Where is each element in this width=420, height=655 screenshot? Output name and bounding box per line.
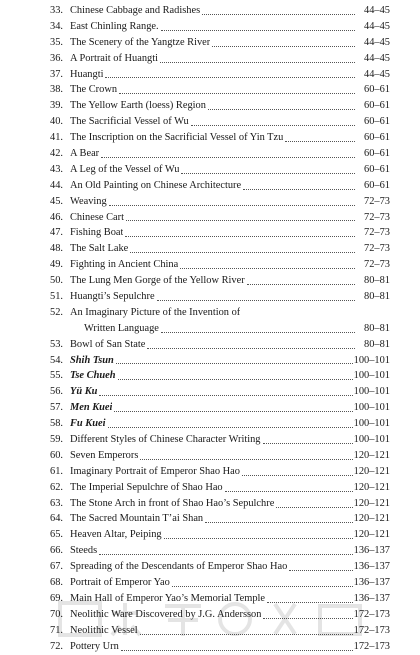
dot-leader xyxy=(247,283,355,285)
entry-title: A Portrait of Huangti xyxy=(70,52,159,64)
dot-leader xyxy=(172,585,353,587)
list-entry xyxy=(50,241,390,257)
list-entry xyxy=(50,162,390,178)
dot-leader xyxy=(121,649,353,651)
entry-pages: 172–173 xyxy=(353,624,390,636)
dot-leader xyxy=(180,267,355,269)
dot-leader xyxy=(140,633,353,635)
list-entry xyxy=(50,210,390,226)
entry-pages: 60–61 xyxy=(364,116,390,128)
list-entry xyxy=(50,432,390,448)
dot-leader xyxy=(181,172,355,174)
entry-pages: 100–101 xyxy=(353,402,390,414)
entry-title: Neolithic Vessel xyxy=(70,624,138,636)
list-entry xyxy=(50,559,390,575)
entry-title: Fighting in Ancient China xyxy=(70,259,179,271)
dot-leader xyxy=(205,521,353,523)
entry-number: 34. xyxy=(50,20,63,32)
entry-number: 70. xyxy=(50,608,63,620)
entry-title: Imaginary Portrait of Emperor Shao Hao xyxy=(70,465,240,477)
list-entry xyxy=(50,416,390,432)
entry-pages: 120–121 xyxy=(353,481,390,493)
list-entry xyxy=(50,67,390,83)
illustration-list xyxy=(50,3,390,655)
entry-pages: 100–101 xyxy=(353,434,390,446)
entry-number: 41. xyxy=(50,132,63,144)
entry-number: 49. xyxy=(50,259,63,271)
list-entry xyxy=(50,178,390,194)
dot-leader xyxy=(108,426,353,428)
entry-number: 55. xyxy=(50,370,63,382)
entry-title: Huangti xyxy=(70,68,104,80)
entry-number: 54. xyxy=(50,354,63,366)
entry-pages: 60–61 xyxy=(364,132,390,144)
list-entry xyxy=(50,368,390,384)
entry-title: Fu Kuei xyxy=(70,418,106,430)
entry-pages: 44–45 xyxy=(364,68,390,80)
entry-pages: 72–73 xyxy=(364,195,390,207)
list-entry xyxy=(50,543,390,559)
dot-leader xyxy=(99,553,352,555)
entry-pages: 44–45 xyxy=(364,52,390,64)
list-entry xyxy=(50,384,390,400)
dot-leader xyxy=(99,394,352,396)
entry-pages: 44–45 xyxy=(364,36,390,48)
entry-pages: 136–137 xyxy=(353,561,390,573)
dot-leader xyxy=(118,378,353,380)
dot-leader xyxy=(147,347,355,349)
list-entry xyxy=(50,337,390,353)
dot-leader xyxy=(130,251,355,253)
entry-pages: 72–73 xyxy=(364,211,390,223)
entry-pages: 100–101 xyxy=(353,418,390,430)
dot-leader xyxy=(119,92,355,94)
entry-title: The Sacrificial Vessel of Wu xyxy=(70,116,189,128)
entry-number: 46. xyxy=(50,211,63,223)
entry-number: 51. xyxy=(50,291,63,303)
dot-leader xyxy=(101,156,355,158)
list-entry xyxy=(50,464,390,480)
entry-title: Tse Chueh xyxy=(70,370,116,382)
entry-number: 38. xyxy=(50,84,63,96)
entry-title: The Imperial Sepulchre of Shao Hao xyxy=(70,481,223,493)
entry-title: Weaving xyxy=(70,195,107,207)
entry-pages: 136–137 xyxy=(353,577,390,589)
entry-pages: 72–73 xyxy=(364,259,390,271)
dot-leader xyxy=(164,537,353,539)
dot-leader xyxy=(289,569,352,571)
entry-number: 39. xyxy=(50,100,63,112)
entry-number: 47. xyxy=(50,227,63,239)
entry-number: 56. xyxy=(50,386,63,398)
entry-number: 45. xyxy=(50,195,63,207)
entry-title: Huangti’s Sepulchre xyxy=(70,291,155,303)
dot-leader xyxy=(126,219,355,221)
entry-pages: 60–61 xyxy=(364,84,390,96)
entry-number: 50. xyxy=(50,275,63,287)
dot-leader xyxy=(243,188,355,190)
entry-pages: 120–121 xyxy=(353,529,390,541)
entry-title: Men Kuei xyxy=(70,402,113,414)
dot-leader xyxy=(267,601,353,603)
entry-pages: 60–61 xyxy=(364,148,390,159)
entry-number: 42. xyxy=(50,148,63,159)
entry-number: 35. xyxy=(50,36,63,48)
list-entry xyxy=(50,98,390,114)
dot-leader xyxy=(285,140,355,142)
entry-title: Yü Ku xyxy=(70,386,98,398)
entry-number: 57. xyxy=(50,402,63,414)
list-entry xyxy=(50,591,390,607)
list-entry xyxy=(50,194,390,210)
entry-title: The Crown xyxy=(70,84,118,96)
list-entry xyxy=(50,3,390,19)
entry-number: 48. xyxy=(50,243,63,255)
entry-title: A Leg of the Vessel of Wu xyxy=(70,163,180,175)
dot-leader xyxy=(114,410,352,412)
entry-title: An Imaginary Picture of the Invention of xyxy=(70,306,241,318)
entry-pages: 60–61 xyxy=(364,100,390,112)
entry-pages: 120–121 xyxy=(353,513,390,525)
entry-number: 71. xyxy=(50,624,63,636)
list-entry xyxy=(50,257,390,273)
entry-title: The Inscription on the Sacrificial Vessel of Yin Tzu xyxy=(70,132,284,144)
entry-number: 72. xyxy=(50,640,63,652)
entry-title: Seven Emperors xyxy=(70,449,139,461)
entry-number: 66. xyxy=(50,545,63,557)
entry-number: 65. xyxy=(50,529,63,541)
dot-leader xyxy=(140,458,352,460)
entry-title: Neolithic Ware Discovered by J.G. Andersson xyxy=(70,608,262,620)
list-entry xyxy=(50,305,390,321)
entry-number: 37. xyxy=(50,68,63,80)
entry-pages: 120–121 xyxy=(353,449,390,461)
entry-pages: 60–61 xyxy=(364,163,390,175)
entry-title: The Stone Arch in front of Shao Hao’s Sepulchre xyxy=(70,497,275,509)
entry-pages: 72–73 xyxy=(364,243,390,255)
entry-title: Chinese Cart xyxy=(70,211,124,223)
entry-pages: 172–173 xyxy=(353,608,390,620)
entry-number: 69. xyxy=(50,592,63,604)
dot-leader xyxy=(125,235,355,237)
entry-title: Fishing Boat xyxy=(70,227,124,239)
entry-pages: 80–81 xyxy=(364,291,390,303)
dot-leader xyxy=(161,29,355,31)
entry-pages: 100–101 xyxy=(353,386,390,398)
entry-pages: 80–81 xyxy=(364,322,390,334)
entry-pages: 172–173 xyxy=(353,640,390,652)
entry-pages: 136–137 xyxy=(353,545,390,557)
entry-title: The Yellow Earth (loess) Region xyxy=(70,100,206,112)
dot-leader xyxy=(105,76,355,78)
entry-title: Written Language xyxy=(84,322,159,334)
dot-leader xyxy=(157,299,355,301)
dot-leader xyxy=(109,204,355,206)
entry-pages: 120–121 xyxy=(353,465,390,477)
list-entry xyxy=(50,448,390,464)
entry-title: The Salt Lake xyxy=(70,243,129,255)
dot-leader xyxy=(191,124,355,126)
entry-title: The Sacred Mountain T’ai Shan xyxy=(70,513,204,525)
entry-number: 44. xyxy=(50,179,63,191)
entry-title: Different Styles of Chinese Character Writing xyxy=(70,434,261,446)
entry-title: East Chinling Range. xyxy=(70,20,159,32)
entry-pages: 100–101 xyxy=(353,370,390,382)
list-entry xyxy=(50,35,390,51)
entry-number: 52. xyxy=(50,306,63,318)
entry-pages: 44–45 xyxy=(364,20,390,32)
entry-number: 60. xyxy=(50,449,63,461)
list-entry xyxy=(50,51,390,67)
entry-title: Heaven Altar, Peiping xyxy=(70,529,162,541)
entry-title: The Lung Men Gorge of the Yellow River xyxy=(70,275,245,287)
dot-leader xyxy=(208,108,355,110)
entry-title: Bowl of San State xyxy=(70,338,146,350)
list-entry xyxy=(50,623,390,639)
list-entry xyxy=(50,512,390,528)
entry-number: 63. xyxy=(50,497,63,509)
entry-number: 67. xyxy=(50,561,63,573)
list-entry xyxy=(50,480,390,496)
entry-pages: 136–137 xyxy=(353,592,390,604)
entry-title: A Bear xyxy=(70,148,100,159)
entry-number: 59. xyxy=(50,434,63,446)
dot-leader xyxy=(212,45,355,47)
dot-leader xyxy=(263,617,352,619)
entry-pages: 120–121 xyxy=(353,497,390,509)
entry-title: The Scenery of the Yangtze River xyxy=(70,36,211,48)
list-entry xyxy=(50,353,390,369)
entry-title: Spreading of the Descendants of Emperor Shao Hao xyxy=(70,561,288,573)
list-entry xyxy=(50,19,390,35)
entry-title: Portrait of Emperor Yao xyxy=(70,577,170,589)
entry-number: 53. xyxy=(50,338,63,350)
list-entry xyxy=(50,114,390,130)
entry-number: 64. xyxy=(50,513,63,525)
dot-leader xyxy=(225,490,353,492)
entry-title: An Old Painting on Chinese Architecture xyxy=(70,179,242,191)
list-entry xyxy=(50,575,390,591)
list-entry xyxy=(50,400,390,416)
entry-number: 62. xyxy=(50,481,63,493)
entry-pages: 100–101 xyxy=(353,354,390,366)
list-entry xyxy=(50,289,390,305)
list-entry xyxy=(50,321,390,337)
list-entry xyxy=(50,607,390,623)
list-entry xyxy=(50,527,390,543)
entry-title: Chinese Cabbage and Radishes xyxy=(70,4,201,16)
dot-leader xyxy=(160,61,355,63)
entry-title: Shih Tsun xyxy=(70,354,114,366)
entry-title: Steeds xyxy=(70,545,98,557)
entry-pages: 80–81 xyxy=(364,275,390,287)
dot-leader xyxy=(161,331,355,333)
entry-pages: 72–73 xyxy=(364,227,390,239)
dot-leader xyxy=(202,13,355,15)
entry-pages: 60–61 xyxy=(364,179,390,191)
list-entry xyxy=(50,496,390,512)
entry-number: 68. xyxy=(50,577,63,589)
list-entry xyxy=(50,146,390,162)
dot-leader xyxy=(263,442,353,444)
dot-leader xyxy=(276,506,352,508)
entry-number: 36. xyxy=(50,52,63,64)
list-entry xyxy=(50,273,390,289)
entry-pages: 44–45 xyxy=(364,4,390,16)
entry-title: Pottery Urn xyxy=(70,640,119,652)
dot-leader xyxy=(116,362,353,364)
dot-leader xyxy=(242,474,353,476)
entry-number: 33. xyxy=(50,4,63,16)
entry-number: 43. xyxy=(50,163,63,175)
entry-pages: 80–81 xyxy=(364,338,390,350)
list-entry xyxy=(50,639,390,655)
list-entry xyxy=(50,82,390,98)
list-entry xyxy=(50,225,390,241)
list-entry xyxy=(50,130,390,146)
entry-number: 40. xyxy=(50,116,63,128)
entry-title: Main Hall of Emperor Yao’s Memorial Temple xyxy=(70,592,266,604)
entry-number: 61. xyxy=(50,465,63,477)
entry-number: 58. xyxy=(50,418,63,430)
